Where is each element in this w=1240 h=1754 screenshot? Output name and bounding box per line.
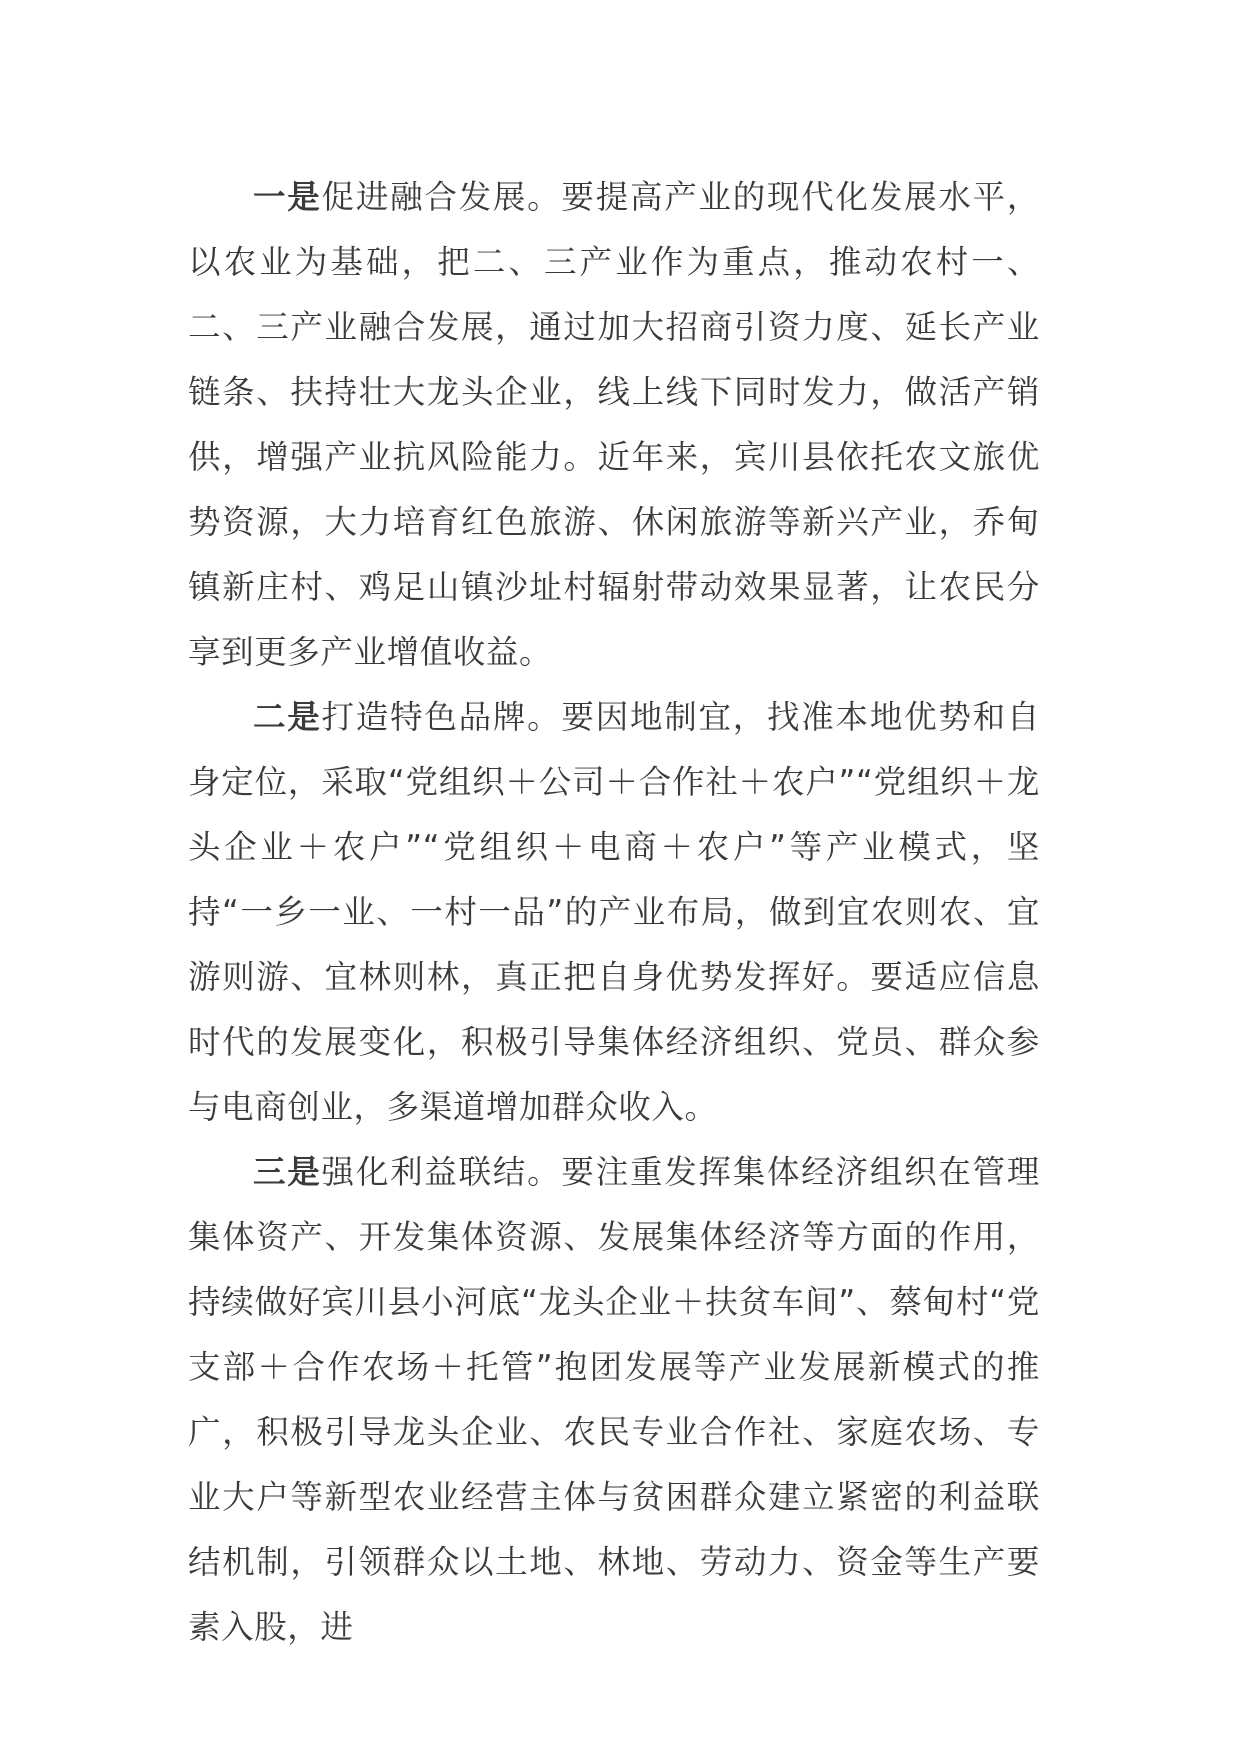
paragraph-1-lead: 一是 xyxy=(253,178,322,216)
paragraph-1 xyxy=(188,165,1040,685)
paragraph-2 xyxy=(188,685,1040,1140)
paragraph-3-lead: 三是 xyxy=(253,1153,322,1191)
paragraph-2-lead: 二是 xyxy=(253,698,322,736)
paragraph-1-text: 促进融合发展。要提高产业的现代化发展水平，以农业为基础，把二、三产业作为重点，推动农村一、二、三产业融合发展，通过加大招商引资力度、延长产业链条、扶持壮大龙头企业，线上线下同时发力，做活产销供，增强产业抗风险能力。近年来，宾川县依托农文旅优势资源，大力培育红色旅游、休闲旅游等新兴产业，乔甸镇新庄村、鸡足山镇沙址村辐射带动效果显著，让农民分享到更多产业增值收益。 xyxy=(188,178,1040,671)
paragraph-3 xyxy=(188,1140,1040,1660)
paragraph-2-text: 打造特色品牌。要因地制宜，找准本地优势和自身定位，采取“党组织＋公司＋合作社＋农户”“党组织＋龙头企业＋农户”“党组织＋电商＋农户”等产业模式，坚持“一乡一业、一村一品”的产业布局，做到宜农则农、宜游则游、宜林则林，真正把自身优势发挥好。要适应信息时代的发展变化，积极引导集体经济组织、党员、群众参与电商创业，多渠道增加群众收入。 xyxy=(188,698,1040,1126)
document-body xyxy=(188,165,1040,1660)
paragraph-3-text: 强化利益联结。要注重发挥集体经济组织在管理集体资产、开发集体资源、发展集体经济等方面的作用，持续做好宾川县小河底“龙头企业＋扶贫车间”、蔡甸村“党支部＋合作农场＋托管”抱团发展等产业发展新模式的推广，积极引导龙头企业、农民专业合作社、家庭农场、专业大户等新型农业经营主体与贫困群众建立紧密的利益联结机制，引领群众以土地、林地、劳动力、资金等生产要素入股，进 xyxy=(188,1153,1040,1646)
